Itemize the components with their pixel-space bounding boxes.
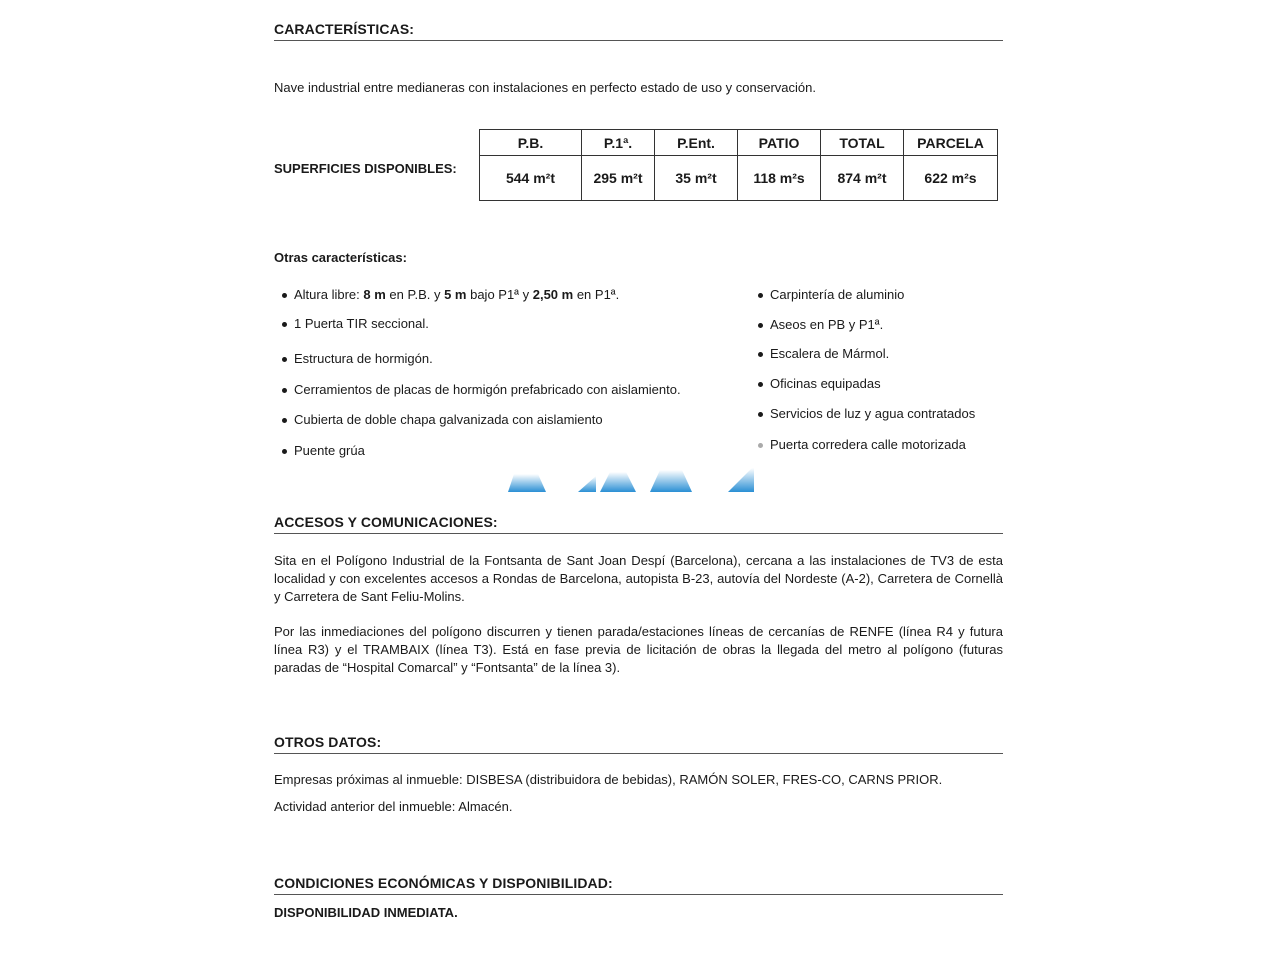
superficies-header-row: [480, 130, 998, 156]
value-total: 874 m²t: [821, 156, 904, 201]
feature-cubierta: Cubierta de doble chapa galvanizada con aislamiento: [294, 412, 603, 427]
header-p1: P.1ª.: [582, 130, 655, 156]
bullet-icon: [758, 412, 763, 417]
feature-estructura: Estructura de hormigón.: [294, 351, 433, 366]
accesos-paragraph-1: Sita en el Polígono Industrial de la Fontsanta de Sant Joan Despí (Barcelona), cercana a las instalaciones de TV3 de esta localidad y con excelentes accesos a Rondas de Barcelona, autopista B-23, autovía del Nordeste (A-2), Carretera de Cornellà y Carretera de Sant Feliu-Molins.: [274, 553, 1003, 604]
feature-altura: Altura libre: 8 m en P.B. y 5 m bajo P1ª y 2,50 m en P1ª.: [294, 287, 619, 302]
superficies-table: [479, 129, 998, 201]
bullet-icon: [282, 388, 287, 393]
value-p1: 295 m²t: [582, 156, 655, 201]
otras-caracteristicas-title: Otras características:: [274, 250, 407, 265]
accesos-paragraph-2: Por las inmediaciones del polígono discurren y tienen parada/estaciones líneas de cercanías de RENFE (línea R4 y futura línea R3) y el TRAMBAIX (línea T3). Está en fase previa de licitación de obras la llegada del metro al polígono (futuras paradas de “Hospital Comarcal” y “Fontsanta” de la línea 3).: [274, 624, 1003, 675]
bullet-icon: [758, 443, 763, 448]
feature-oficinas: Oficinas equipadas: [770, 376, 881, 391]
bullet-icon: [282, 293, 287, 298]
otros-datos-title: OTROS DATOS:: [274, 733, 1003, 754]
disponibilidad-text: DISPONIBILIDAD INMEDIATA.: [274, 905, 458, 920]
feature-escalera: Escalera de Mármol.: [770, 346, 889, 361]
value-pb: 544 m²t: [480, 156, 582, 201]
feature-puente-grua: Puente grúa: [294, 443, 365, 458]
empresas-proximas: Empresas próximas al inmueble: DISBESA (distribuidora de bebidas), RAMÓN SOLER, FRES-CO, CARNS PRIOR.: [274, 772, 943, 787]
header-patio: PATIO: [738, 130, 821, 156]
caracteristicas-description: Nave industrial entre medianeras con instalaciones en perfecto estado de uso y conservación.: [274, 80, 816, 95]
feature-puerta-tir: 1 Puerta TIR seccional.: [294, 316, 429, 331]
value-patio: 118 m²s: [738, 156, 821, 201]
bullet-icon: [282, 357, 287, 362]
header-parcela: PARCELA: [904, 130, 998, 156]
bullet-icon: [282, 449, 287, 454]
bullet-icon: [758, 323, 763, 328]
header-total: TOTAL: [821, 130, 904, 156]
bullet-icon: [282, 322, 287, 327]
feature-carpinteria: Carpintería de aluminio: [770, 287, 904, 302]
value-parcela: 622 m²s: [904, 156, 998, 201]
feature-servicios: Servicios de luz y agua contratados: [770, 406, 975, 421]
header-pent: P.Ent.: [655, 130, 738, 156]
watermark-logo-icon: [500, 460, 756, 492]
caracteristicas-title: CARACTERÍSTICAS:: [274, 20, 1003, 41]
feature-cerramientos: Cerramientos de placas de hormigón prefabricado con aislamiento.: [294, 382, 681, 397]
bullet-icon: [758, 382, 763, 387]
header-pb: P.B.: [480, 130, 582, 156]
actividad-anterior: Actividad anterior del inmueble: Almacén.: [274, 799, 513, 814]
superficies-values-row: [480, 156, 998, 201]
value-pent: 35 m²t: [655, 156, 738, 201]
accesos-title: ACCESOS Y COMUNICACIONES:: [274, 513, 1003, 534]
feature-aseos: Aseos en PB y P1ª.: [770, 317, 883, 332]
superficies-label: SUPERFICIES DISPONIBLES:: [274, 161, 457, 176]
bullet-icon: [758, 352, 763, 357]
feature-puerta-corredera: Puerta corredera calle motorizada: [770, 437, 966, 452]
condiciones-title: CONDICIONES ECONÓMICAS Y DISPONIBILIDAD:: [274, 874, 1003, 895]
bullet-icon: [758, 293, 763, 298]
bullet-icon: [282, 418, 287, 423]
